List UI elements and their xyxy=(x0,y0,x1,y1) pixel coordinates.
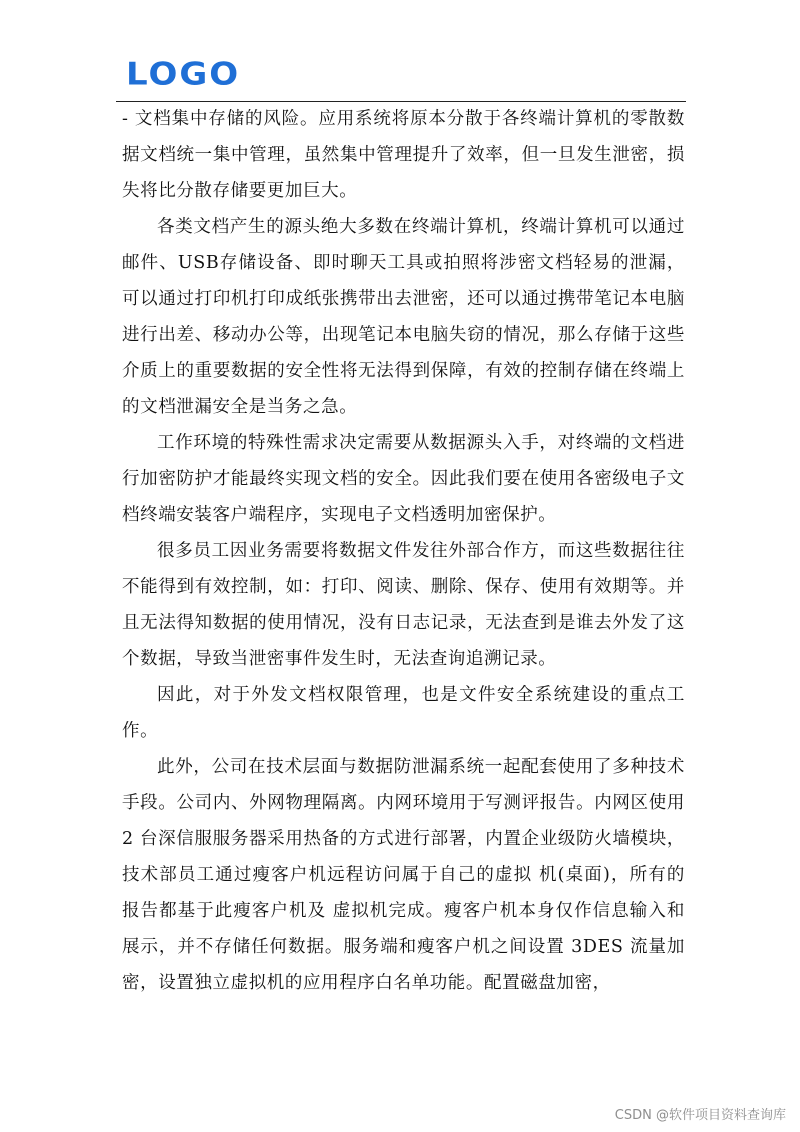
paragraph-2: 各类文档产生的源头绝大多数在终端计算机，终端计算机可以通过邮件、USB存储设备、即时聊天工具或拍照将涉密文档轻易的泄漏，可以通过打印机打印成纸张携带出去泄密，还可以通过携带笔记本电脑进行出差、移动办公等，出现笔记本电脑失窃的情况，那么存储于这些介质上的重要数据的安全性将无法得到保障，有效的控制存储在终端上的文档泄漏安全是当务之急。 xyxy=(122,217,685,417)
paragraph-5: 因此，对于外发文档权限管理，也是文件安全系统建设的重点工作。 xyxy=(122,685,685,741)
paragraph-3: 工作环境的特殊性需求决定需要从数据源头入手，对终端的文档进行加密防护才能最终实现文档的安全。因此我们要在使用各密级电子文档终端安装客户端程序，实现电子文档透明加密保护。 xyxy=(122,433,685,525)
logo: LOGO xyxy=(126,56,241,93)
watermark-text: CSDN @软件项目资料查询库 xyxy=(614,1108,786,1123)
paragraph-6: 此外，公司在技术层面与数据防泄漏系统一起配套使用了多种技术手段。公司内、外网物理隔离。内网环境用于写测评报告。内网区使用 2 台深信服服务器采用热备的方式进行部署，内置企业级防火墙模块，技术部员工通过瘦客户机远程访问属于自己的虚拟 机(桌面)，所有的报告都基于此瘦客户机及 虚拟机完成。瘦客户机本身仅作信息输入和展示，并不存储任何数据。服务端和瘦客户机之间设置 3DES 流量加密，设置独立虚拟机的应用程序白名单功能。配置磁盘加密， xyxy=(122,757,685,993)
paragraph-1: - 文档集中存储的风险。应用系统将原本分散于各终端计算机的零散数据文档统一集中管理，虽然集中管理提升了效率，但一旦发生泄密，损失将比分散存储要更加巨大。 xyxy=(122,109,685,201)
paragraph-4: 很多员工因业务需要将数据文件发往外部合作方，而这些数据往往不能得到有效控制，如：打印、阅读、删除、保存、使用有效期等。并且无法得知数据的使用情况，没有日志记录，无法查到是谁去外发了这个数据，导致当泄密事件发生时，无法查询追溯记录。 xyxy=(122,541,685,669)
document-body xyxy=(122,101,685,1001)
